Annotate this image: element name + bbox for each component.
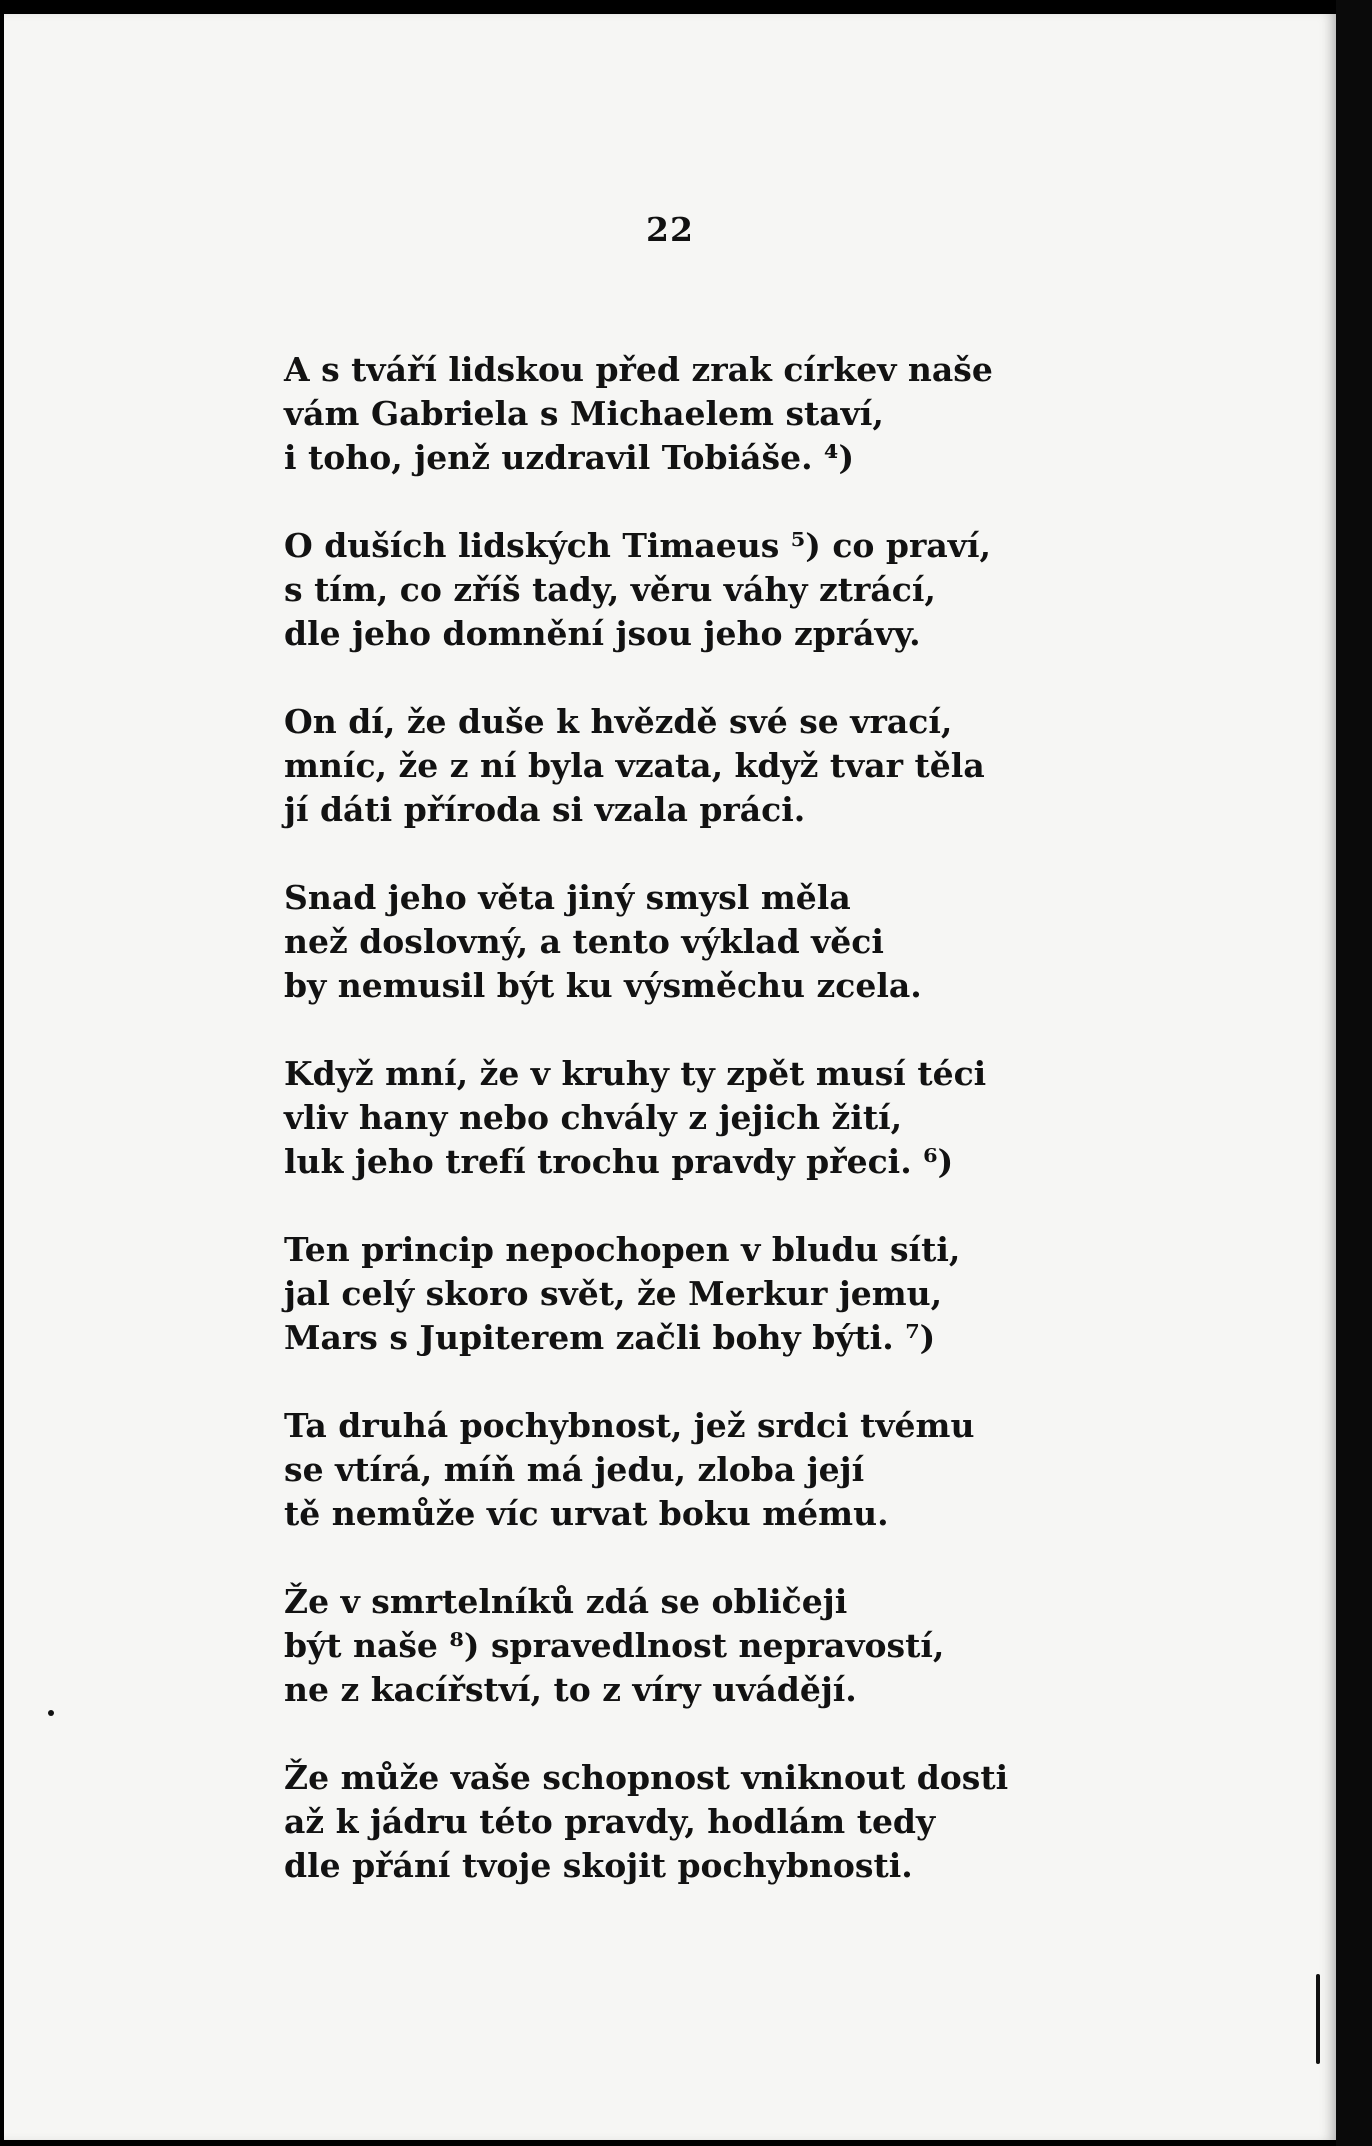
verse-line: být naše ⁸) spravedlnost nepravostí, [284,1626,945,1665]
page-number: 22 [646,210,694,249]
ink-speck [48,1710,54,1716]
verse-line: tě nemůže víc urvat boku mému. [284,1494,889,1533]
verse-line: s tím, co zříš tady, věru váhy ztrácí, [284,570,936,609]
verse-line: by nemusil být ku výsměchu zcela. [284,966,922,1005]
verse-line: než doslovný, a tento výklad věci [284,922,884,961]
poem-text [284,348,1104,1932]
stanza-9 [284,1756,1104,1888]
book-page [4,14,1336,2140]
verse-line: se vtírá, míň má jedu, zloba její [284,1450,865,1489]
verse-line: Když mní, že v kruhy ty zpět musí téci [284,1054,987,1093]
verse-line: Že může vaše schopnost vniknout dosti [284,1758,1009,1797]
stanza-2 [284,524,1104,656]
verse-line: Snad jeho věta jiný smysl měla [284,878,851,917]
verse-line: A s tváří lidskou před zrak církev naše [284,350,993,389]
stanza-3 [284,700,1104,832]
verse-line: i toho, jenž uzdravil Tobiáše. ⁴) [284,438,855,477]
verse-line: mníc, že z ní byla vzata, když tvar těla [284,746,985,785]
stanza-6 [284,1228,1104,1360]
scan-border [1336,0,1372,2146]
stanza-1 [284,348,1104,480]
verse-line: Ten princip nepochopen v bludu síti, [284,1230,961,1269]
stanza-8 [284,1580,1104,1712]
verse-line: vliv hany nebo chvály z jejich žití, [284,1098,903,1137]
verse-line: ne z kacířství, to z víry uvádějí. [284,1670,857,1709]
verse-line: On dí, že duše k hvězdě své se vrací, [284,702,953,741]
stanza-7 [284,1404,1104,1536]
verse-line: vám Gabriela s Michaelem staví, [284,394,884,433]
verse-line: jal celý skoro svět, že Merkur jemu, [284,1274,943,1313]
verse-line: dle jeho domnění jsou jeho zprávy. [284,614,921,653]
verse-line: Mars s Jupiterem začli bohy býti. ⁷) [284,1318,936,1357]
stanza-5 [284,1052,1104,1184]
verse-line: O duších lidských Timaeus ⁵) co praví, [284,526,991,565]
verse-line: Že v smrtelníků zdá se obličeji [284,1582,848,1621]
verse-line: luk jeho trefí trochu pravdy přeci. ⁶) [284,1142,954,1181]
verse-line: jí dáti příroda si vzala práci. [284,790,806,829]
verse-line: až k jádru této pravdy, hodlám tedy [284,1802,936,1841]
ink-speck [1316,1974,1320,2064]
verse-line: dle přání tvoje skojit pochybnosti. [284,1846,913,1885]
verse-line: Ta druhá pochybnost, jež srdci tvému [284,1406,975,1445]
stanza-4 [284,876,1104,1008]
